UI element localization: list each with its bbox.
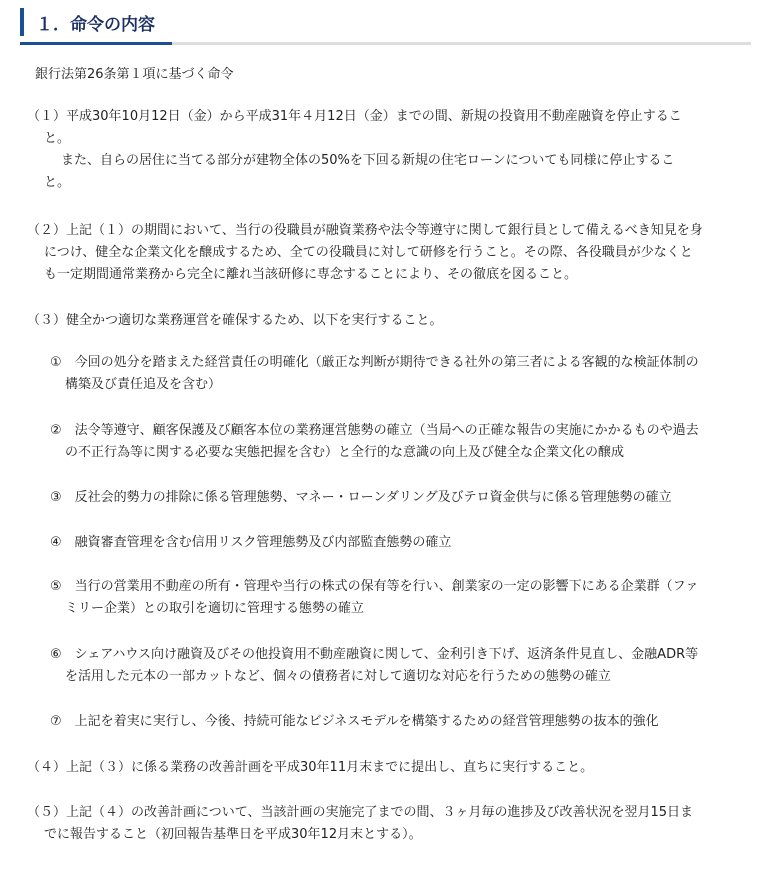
subitem-5	[50, 576, 698, 620]
subitem-5-line-1: ⑤ 当行の営業用不動産の所有・管理や当行の株式の保有等を行い、創業家の一定の影響下にある企業群（ファ	[50, 579, 699, 594]
order-item-5	[27, 802, 693, 846]
subitem-4	[50, 532, 451, 554]
section-title: １．命令の内容	[36, 15, 155, 35]
subitem-7-line-1: ⑦ 上記を着実に実行し、今後、持続可能なビジネスモデルを構築するための経営管理態勢の抜本的強化	[50, 714, 659, 729]
subitem-4-line-1: ④ 融資審査管理を含む信用リスク管理態勢及び内部監査態勢の確立	[50, 535, 452, 550]
subitem-7	[50, 711, 659, 733]
order-item-2-line-2: につけ、健全な企業文化を醸成するため、全ての役職員に対して研修を行うこと。その際、各役職員が少なくと	[44, 245, 693, 260]
subitem-1	[50, 352, 699, 396]
heading-underline-accent	[20, 42, 172, 45]
subitem-6-line-1: ⑥ シェアハウス向け融資及びその他投資用不動産融資に関して、金利引き下げ、返済条件見直し、金融ADR等	[50, 647, 699, 662]
subitem-1-line-2: 構築及び責任追及を含む）	[65, 377, 222, 392]
heading-accent-bar	[20, 8, 24, 36]
subitem-2-line-1: ② 法令等遵守、顧客保護及び顧客本位の業務運営態勢の確立（当局への正確な報告の実施にかかるものや過去	[50, 423, 699, 438]
order-item-2	[27, 220, 703, 286]
order-item-1	[27, 106, 682, 194]
subitem-6	[50, 644, 698, 688]
subitem-3	[50, 487, 672, 509]
order-item-1-line-1: （１）平成30年10月12日（金）から平成31年４月12日（金）までの間、新規の投資用不動産融資を停止するこ	[27, 109, 682, 124]
order-item-5-line-2: でに報告すること（初回報告基準日を平成30年12月末とする）。	[44, 827, 422, 842]
order-item-3-line-1: （３）健全かつ適切な業務運営を確保するため、以下を実行すること。	[27, 313, 443, 328]
subitem-5-line-2: ミリー企業）との取引を適切に管理する態勢の確立	[65, 601, 365, 616]
subitem-3-line-1: ③ 反社会的勢力の排除に係る管理態勢、マネー・ローンダリング及びテロ資金供与に係る管理態勢の確立	[50, 490, 672, 505]
subitem-1-line-1: ① 今回の処分を踏まえた経営責任の明確化（厳正な判断が期待できる社外の第三者による客観的な検証体制の	[50, 355, 699, 370]
order-item-5-line-1: （５）上記（４）の改善計画について、当該計画の実施完了までの間、３ヶ月毎の進捗及び改善状況を翌月15日ま	[27, 805, 694, 820]
subitem-6-line-2: を活用した元本の一部カットなど、個々の債務者に対して適切な対応を行うための態勢の確立	[65, 669, 611, 684]
order-item-2-line-3: も一定期間通常業務から完全に離れ当該研修に専念することにより、その徹底を図ること。	[44, 267, 578, 282]
subitem-2	[50, 420, 699, 464]
order-item-1-line-3: また、自らの居住に当てる部分が建物全体の50%を下回る新規の住宅ローンについても同様に停止するこ	[61, 153, 675, 168]
order-item-2-line-1: （２）上記（１）の期間において、当行の役職員が融資業務や法令等遵守に関して銀行員として備えるべき知見を身	[27, 223, 703, 238]
subitem-2-line-2: の不正行為等に関する必要な実態把握を含む）と全行的な意識の向上及び健全な企業文化の醸成	[65, 445, 625, 460]
order-item-3	[27, 310, 442, 332]
order-item-1-line-4: と。	[44, 175, 71, 190]
order-item-4-line-1: （４）上記（３）に係る業務の改善計画を平成30年11月末までに提出し、直ちに実行すること。	[27, 760, 594, 775]
section-heading	[20, 8, 751, 46]
order-item-4	[27, 757, 593, 779]
intro-text: 銀行法第26条第１項に基づく命令	[35, 67, 234, 82]
order-item-1-line-2: と。	[44, 131, 71, 146]
